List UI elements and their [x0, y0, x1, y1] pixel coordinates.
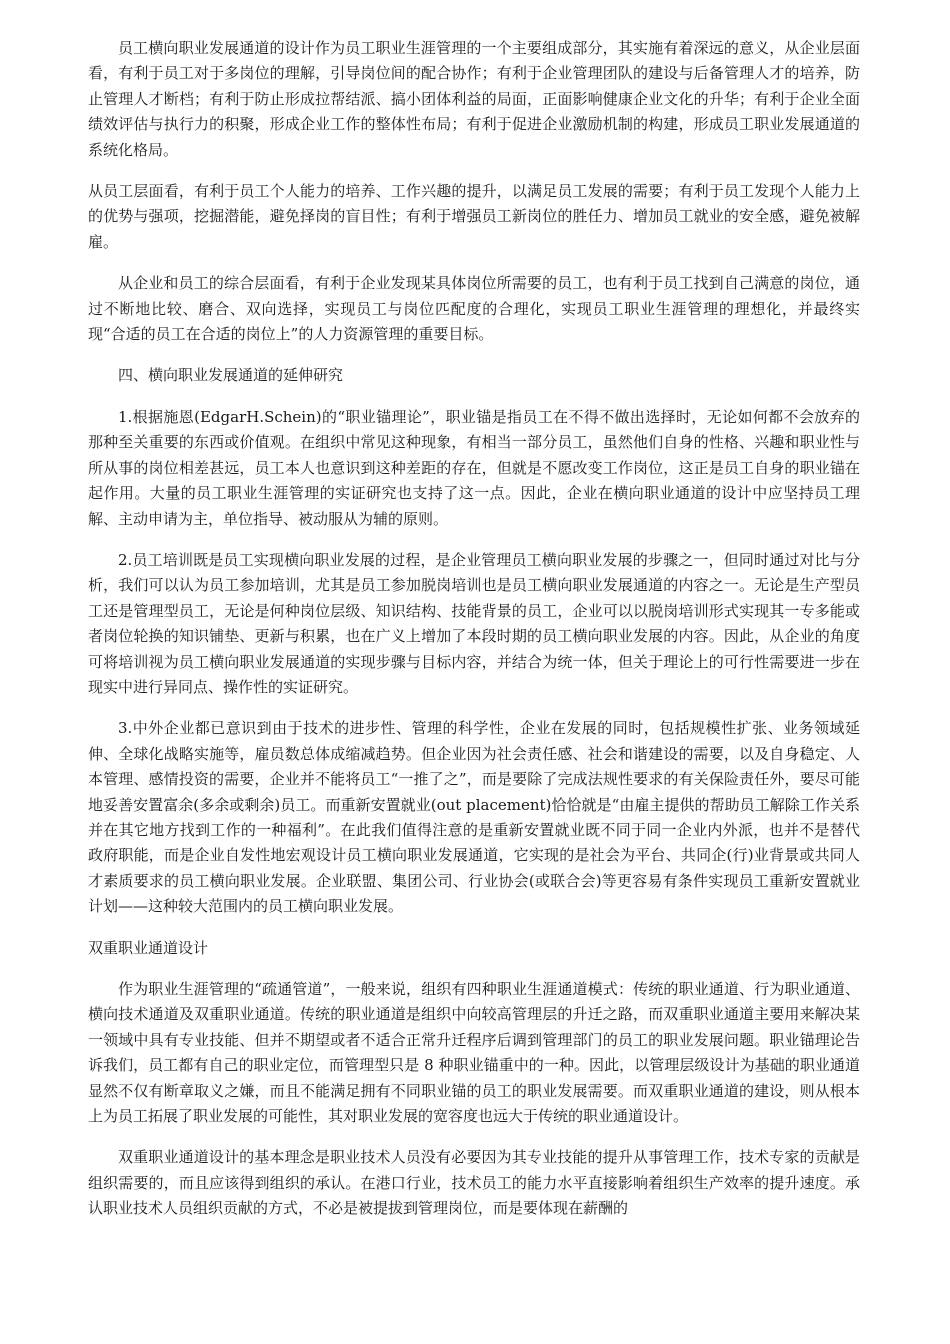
- paragraph-enterprise-level: 员工横向职业发展通道的设计作为员工职业生涯管理的一个主要组成部分，其实施有着深远的意义，从企业层面看，有利于员工对于多岗位的理解，引导岗位间的配合协作；有利于企业管理团队的建设与后备管理人才的培养，防止管理人才断档；有利于防止形成拉帮结派、搞小团体利益的局面，正面影响健康企业文化的升华；有利于企业全面绩效评估与执行力的积聚，形成企业工作的整体性布局；有利于促进企业激励机制的构建，形成员工职业发展通道的系统化格局。: [88, 39, 860, 159]
- paragraph-combined-level: 从企业和员工的综合层面看，有利于企业发现某具体岗位所需要的员工，也有利于员工找到自己满意的岗位，通过不断地比较、磨合、双向选择，实现员工与岗位匹配度的合理化，实现员工职业生涯管理的理想化，并最终实现“合适的员工在合适的岗位上”的人力资源管理的重要目标。: [88, 274, 860, 344]
- paragraph-career-path-models: 作为职业生涯管理的“疏通管道”，一般来说，组织有四种职业生涯通道模式：传统的职业通道、行为职业通道、横向技术通道及双重职业通道。传统的职业通道是组织中向较高管理层的升迁之路，而双重职业通道主要用来解决某一领域中具有专业技能、但并不期望或者不适合正常升迁程序后调到管理部门的员工的职业发展问题。职业锚理论告诉我们，员工都有自己的职业定位，而管理型只是 8 种职业锚重中的一种。因此，以管理层级设计为基础的职业通道显然不仅有断章取义之嫌，而且不能满足拥有不同职业锚的员工的职业发展需要。而双重职业通道的建设，则从根本上为员工拓展了职业发展的可能性，其对职业发展的宽容度也远大于传统的职业通道设计。: [88, 980, 860, 1126]
- paragraph-training: 2.员工培训既是员工实现横向职业发展的过程，是企业管理员工横向职业发展的步骤之一，但同时通过对比与分析，我们可以认为员工参加培训，尤其是员工参加脱岗培训也是员工横向职业发展通道的内容之一。无论是生产型员工还是管理型员工，无论是何种岗位层级、知识结构、技能背景的员工，企业可以以脱岗培训形式实现其一专多能或者岗位轮换的知识铺垫、更新与积累，也在广义上增加了本段时期的员工横向职业发展的内容。因此，从企业的角度可将培训视为员工横向职业发展通道的实现步骤与目标内容，并结合为统一体，但关于理论上的可行性需要进一步在现实中进行异同点、操作性的实证研究。: [88, 550, 860, 696]
- document-page: [88, 36, 860, 1238]
- section-heading-dual-career: 双重职业通道设计: [88, 938, 209, 957]
- paragraph-employee-level: 从员工层面看，有利于员工个人能力的培养、工作兴趣的提升，以满足员工发展的需要；有利于员工发现个人能力上的优势与强项，挖掘潜能，避免择岗的盲目性；有利于增强员工新岗位的胜任力、增加员工就业的安全感，避免被解雇。: [88, 182, 860, 251]
- paragraph-outplacement: 3.中外企业都已意识到由于技术的进步性、管理的科学性，企业在发展的同时，包括规模性扩张、业务领域延伸、全球化战略实施等，雇员数总体成缩减趋势。但企业因为社会责任感、社会和谐建设的需要，以及自身稳定、人本管理、感情投资的需要，企业并不能将员工“一推了之”，而是要除了完成法规性要求的有关保险责任外，要尽可能地妥善安置富余(多余或剩余)员工。而重新安置就业(out placement)恰恰就是“由雇主提供的帮助员工解除工作关系并在其它地方找到工作的一种福利”。在此我们值得注意的是重新安置就业既不同于同一企业内外派，也并不是替代政府职能，而是企业自发性地宏观设计员工横向职业发展通道，它实现的是社会为平台、共同企(行)业背景或共同人才素质要求的员工横向职业发展。企业联盟、集团公司、行业协会(或联合会)等更容易有条件实现员工重新安置就业计划——这种较大范围内的员工横向职业发展。: [88, 719, 860, 916]
- section-heading-extension-research: 四、横向职业发展通道的延伸研究: [118, 366, 344, 385]
- paragraph-career-anchor: 1.根据施恩(EdgarH.Schein)的“职业锚理论”，职业锚是指员工在不得不做出选择时，无论如何都不会放弃的那种至关重要的东西或价值观。在组织中常见这种现象，有相当一部分员工，虽然他们自身的性格、兴趣和职业性与所从事的岗位相差甚远，员工本人也意识到这种差距的存在，但就是不愿改变工作岗位，这正是员工自身的职业锚在起作用。大量的员工职业生涯管理的实证研究也支持了这一点。因此，企业在横向职业通道的设计中应坚持员工理解、主动申请为主，单位指导、被动服从为辅的原则。: [88, 407, 860, 528]
- paragraph-dual-career-concept: 双重职业通道设计的基本理念是职业技术人员没有必要因为其专业技能的提升从事管理工作，技术专家的贡献是组织需要的，而且应该得到组织的承认。在港口行业，技术员工的能力水平直接影响着组织生产效率的提升速度。承认职业技术人员组织贡献的方式，不必是被提拔到管理岗位，而是要体现在薪酬的: [88, 1148, 860, 1218]
